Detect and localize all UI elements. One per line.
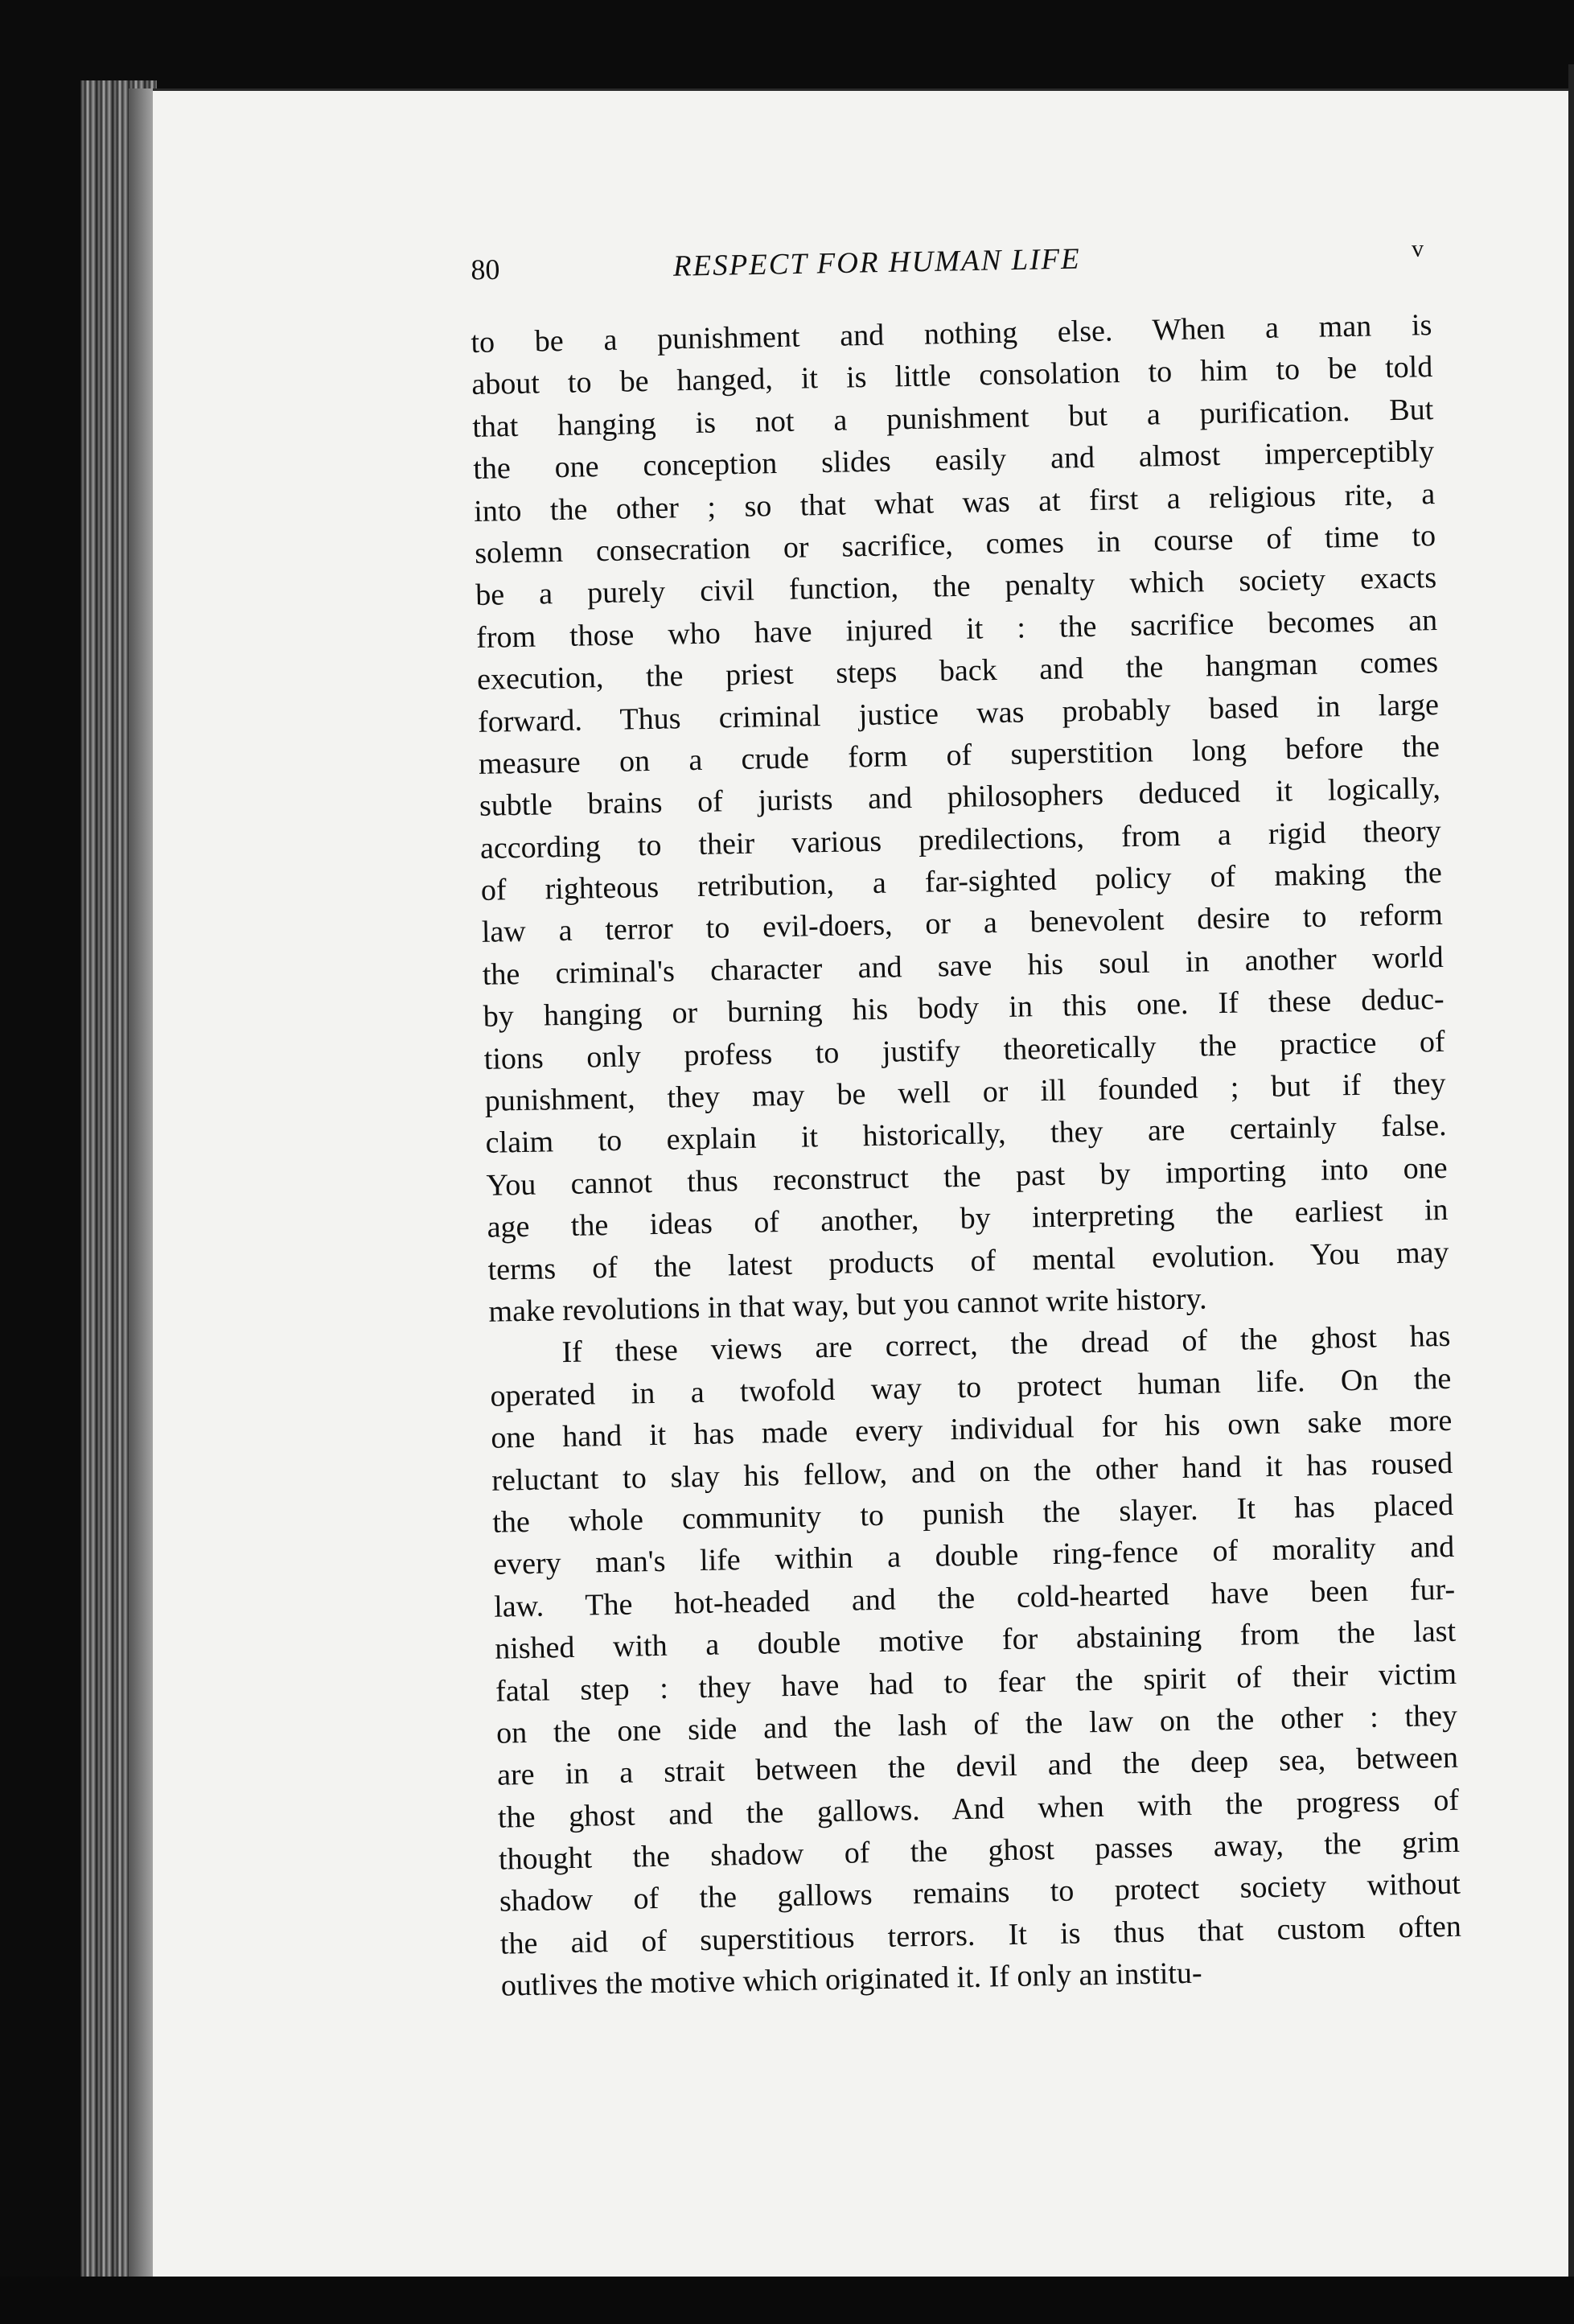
text-line: reluctant to slay his fellow, and on the other hand it has roused bbox=[491, 1446, 1453, 1498]
text-line: every man's life within a double ring-fence of morality and bbox=[492, 1530, 1455, 1582]
text-line: age the ideas of another, by interpreting the earliest in bbox=[487, 1193, 1449, 1245]
text-line: be a purely civil function, the penalty which society exacts bbox=[475, 561, 1437, 613]
text-line: one hand it has made every individual for his own sake more bbox=[491, 1404, 1453, 1455]
text-line: measure on a crude form of superstition long before the bbox=[478, 729, 1440, 781]
text-line: make revolutions in that way, but you cannot write history. bbox=[488, 1281, 1207, 1329]
text-line: the criminal's character and save his soul in another world bbox=[482, 940, 1445, 992]
text-line: law. The hot-headed and the cold-hearted have been fur- bbox=[493, 1572, 1456, 1624]
text-line: terms of the latest products of mental evolution. You may bbox=[487, 1235, 1449, 1287]
text-line: that hanging is not a punishment but a purification. But bbox=[472, 392, 1434, 444]
text-line: by hanging or burning his body in this one. If these deduc- bbox=[483, 982, 1445, 1034]
text-line: nished with a double motive for abstaining from the last bbox=[494, 1614, 1457, 1666]
text-line: the aid of superstitious terrors. It is thus that custom often bbox=[499, 1909, 1462, 1961]
text-line: are in a strait between the devil and the deep sea, between bbox=[496, 1741, 1459, 1792]
text-line: You cannot thus reconstruct the past by importing into one bbox=[486, 1150, 1448, 1203]
text-line: law a terror to evil-doers, or a benevolent desire to reform bbox=[481, 898, 1444, 950]
text-line: punishment, they may be well or ill founded ; but if they bbox=[484, 1066, 1446, 1118]
text-line: tions only profess to justify theoretically the practice of bbox=[483, 1024, 1445, 1076]
text-line: from those who have injured it : the sacrifice becomes an bbox=[475, 603, 1438, 655]
text-line: execution, the priest steps back and the hangman comes bbox=[476, 645, 1439, 697]
text-line: according to their various predilections, from a rigid theory bbox=[479, 813, 1442, 866]
chapter-signature: v bbox=[1411, 235, 1424, 262]
text-line: operated in a twofold way to protect human life. On the bbox=[490, 1361, 1452, 1413]
text-line: to be a punishment and nothing else. When a man is bbox=[471, 308, 1432, 360]
text-line: forward. Thus criminal justice was probably based in large bbox=[477, 687, 1440, 739]
text-line: solemn consecration or sacrifice, comes in course of time to bbox=[474, 519, 1436, 570]
text-line: outlives the motive which originated it. If only an institu- bbox=[500, 1956, 1202, 2003]
text-line: If these views are correct, the dread of the ghost has bbox=[561, 1319, 1451, 1370]
text-line: into the other ; so that what was at first a religious rite, a bbox=[473, 476, 1436, 529]
scan-bottom-border bbox=[0, 2277, 1574, 2324]
page-number: 80 bbox=[470, 253, 500, 286]
body-text bbox=[471, 304, 1462, 2007]
text-line: on the one side and the lash of the law on the other : they bbox=[495, 1698, 1458, 1750]
running-head: RESPECT FOR HUMAN LIFE bbox=[672, 242, 1082, 283]
text-line: about to be hanged, it is little consolation to him to be told bbox=[471, 350, 1433, 402]
text-line: thought the shadow of the ghost passes away, the grim bbox=[498, 1824, 1461, 1877]
text-line: claim to explain it historically, they are certainly false. bbox=[485, 1109, 1447, 1161]
text-line: fatal step : they have had to fear the spirit of their victim bbox=[495, 1656, 1457, 1709]
page-right-edge bbox=[1568, 64, 1574, 2301]
text-line: the ghost and the gallows. And when with the progress of bbox=[497, 1783, 1460, 1835]
text-line: shadow of the gallows remains to protect society without bbox=[499, 1867, 1461, 1919]
text-line: the whole community to punish the slayer. It has placed bbox=[491, 1487, 1454, 1540]
text-line: the one conception slides easily and almost imperceptibly bbox=[472, 434, 1435, 487]
text-line: of righteous retribution, a far-sighted policy of making the bbox=[480, 856, 1443, 907]
text-line: subtle brains of jurists and philosophers deduced it logically, bbox=[479, 771, 1441, 824]
